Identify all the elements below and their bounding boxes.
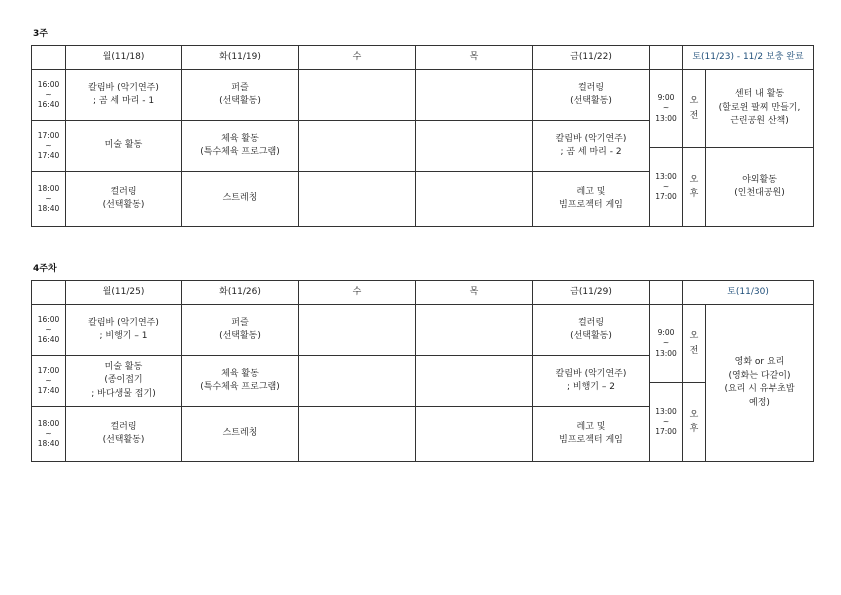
sat-activity: 영화 or 요리 (영화는 다같이) (요리 시 유부초밥 예정) — [706, 305, 814, 462]
activity-cell: 칼림바 (악기연주) ; 곰 세 마리 - 2 — [533, 121, 650, 172]
activity-cell: 레고 및 빔프로젝터 게임 — [533, 407, 650, 462]
header-mon: 월(11/18) — [66, 46, 182, 70]
time-slot: 18:00 ~ 18:40 — [32, 172, 66, 227]
header-time-corner — [32, 46, 66, 70]
activity-cell: 체육 활동 (특수체육 프로그램) — [182, 356, 299, 407]
time-slot: 16:00 ~ 16:40 — [32, 305, 66, 356]
header-sat: 토(11/23) - 11/2 보충 완료 — [683, 46, 814, 70]
activity-cell: 컬러링 (선택활동) — [66, 407, 182, 462]
sat-pm-activity: 야외활동 (인천대공원) — [706, 148, 814, 227]
empty-cell — [416, 407, 533, 462]
empty-cell — [416, 70, 533, 121]
week3-schedule-table — [31, 45, 814, 227]
header-wed: 수 — [299, 46, 416, 70]
empty-cell — [299, 121, 416, 172]
time-slot: 18:00 ~ 18:40 — [32, 407, 66, 462]
header-wed: 수 — [299, 281, 416, 305]
header-sat: 토(11/30) — [683, 281, 814, 305]
sat-pm-label: 오 후 — [683, 383, 706, 462]
header-fri: 금(11/22) — [533, 46, 650, 70]
empty-cell — [299, 70, 416, 121]
week4-schedule-table — [31, 280, 814, 462]
activity-cell: 컬러링 (선택활동) — [533, 305, 650, 356]
header-thu: 목 — [416, 281, 533, 305]
empty-cell — [299, 172, 416, 227]
header-thu: 목 — [416, 46, 533, 70]
empty-cell — [299, 407, 416, 462]
sat-am-label: 오 전 — [683, 305, 706, 383]
header-row — [32, 46, 814, 70]
header-sat-time-corner — [650, 281, 683, 305]
sat-am-time: 9:00 ~ 13:00 — [650, 70, 683, 148]
activity-cell: 칼림바 (악기연주) ; 비행기 – 2 — [533, 356, 650, 407]
empty-cell — [416, 121, 533, 172]
header-mon: 월(11/25) — [66, 281, 182, 305]
empty-cell — [416, 172, 533, 227]
time-slot: 17:00 ~ 17:40 — [32, 121, 66, 172]
empty-cell — [299, 356, 416, 407]
activity-cell: 미술 활동 (종이접기 ; 바다생물 접기) — [66, 356, 182, 407]
sat-am-label: 오 전 — [683, 70, 706, 148]
activity-cell: 컬러링 (선택활동) — [66, 172, 182, 227]
sat-pm-label: 오 후 — [683, 148, 706, 227]
table-row — [32, 70, 814, 95]
activity-cell: 칼림바 (악기연주) ; 곰 세 마리 - 1 — [66, 70, 182, 121]
empty-cell — [416, 305, 533, 356]
header-tue: 화(11/26) — [182, 281, 299, 305]
header-sat-time-corner — [650, 46, 683, 70]
header-tue: 화(11/19) — [182, 46, 299, 70]
activity-cell: 스트레칭 — [182, 407, 299, 462]
header-fri: 금(11/29) — [533, 281, 650, 305]
week4-title: 4주차 — [33, 264, 57, 274]
sat-am-time: 9:00 ~ 13:00 — [650, 305, 683, 383]
header-row — [32, 281, 814, 305]
activity-cell: 체육 활동 (특수체육 프로그램) — [182, 121, 299, 172]
activity-cell: 칼림바 (악기연주) ; 비행기 – 1 — [66, 305, 182, 356]
activity-cell: 스트레칭 — [182, 172, 299, 227]
activity-cell: 미술 활동 — [66, 121, 182, 172]
time-slot: 17:00 ~ 17:40 — [32, 356, 66, 407]
sat-pm-time: 13:00 ~ 17:00 — [650, 383, 683, 462]
empty-cell — [299, 305, 416, 356]
header-time-corner — [32, 281, 66, 305]
time-slot: 16:00 ~ 16:40 — [32, 70, 66, 121]
activity-cell: 레고 및 빔프로젝터 게임 — [533, 172, 650, 227]
activity-cell: 퍼즐 (선택활동) — [182, 305, 299, 356]
sat-am-activity: 센터 내 활동 (할로윈 팔찌 만들기, 근린공원 산책) — [706, 70, 814, 148]
table-row — [32, 305, 814, 330]
sat-pm-time: 13:00 ~ 17:00 — [650, 148, 683, 227]
activity-cell: 퍼즐 (선택활동) — [182, 70, 299, 121]
empty-cell — [416, 356, 533, 407]
activity-cell: 컬러링 (선택활동) — [533, 70, 650, 121]
week3-title: 3주 — [33, 29, 48, 39]
